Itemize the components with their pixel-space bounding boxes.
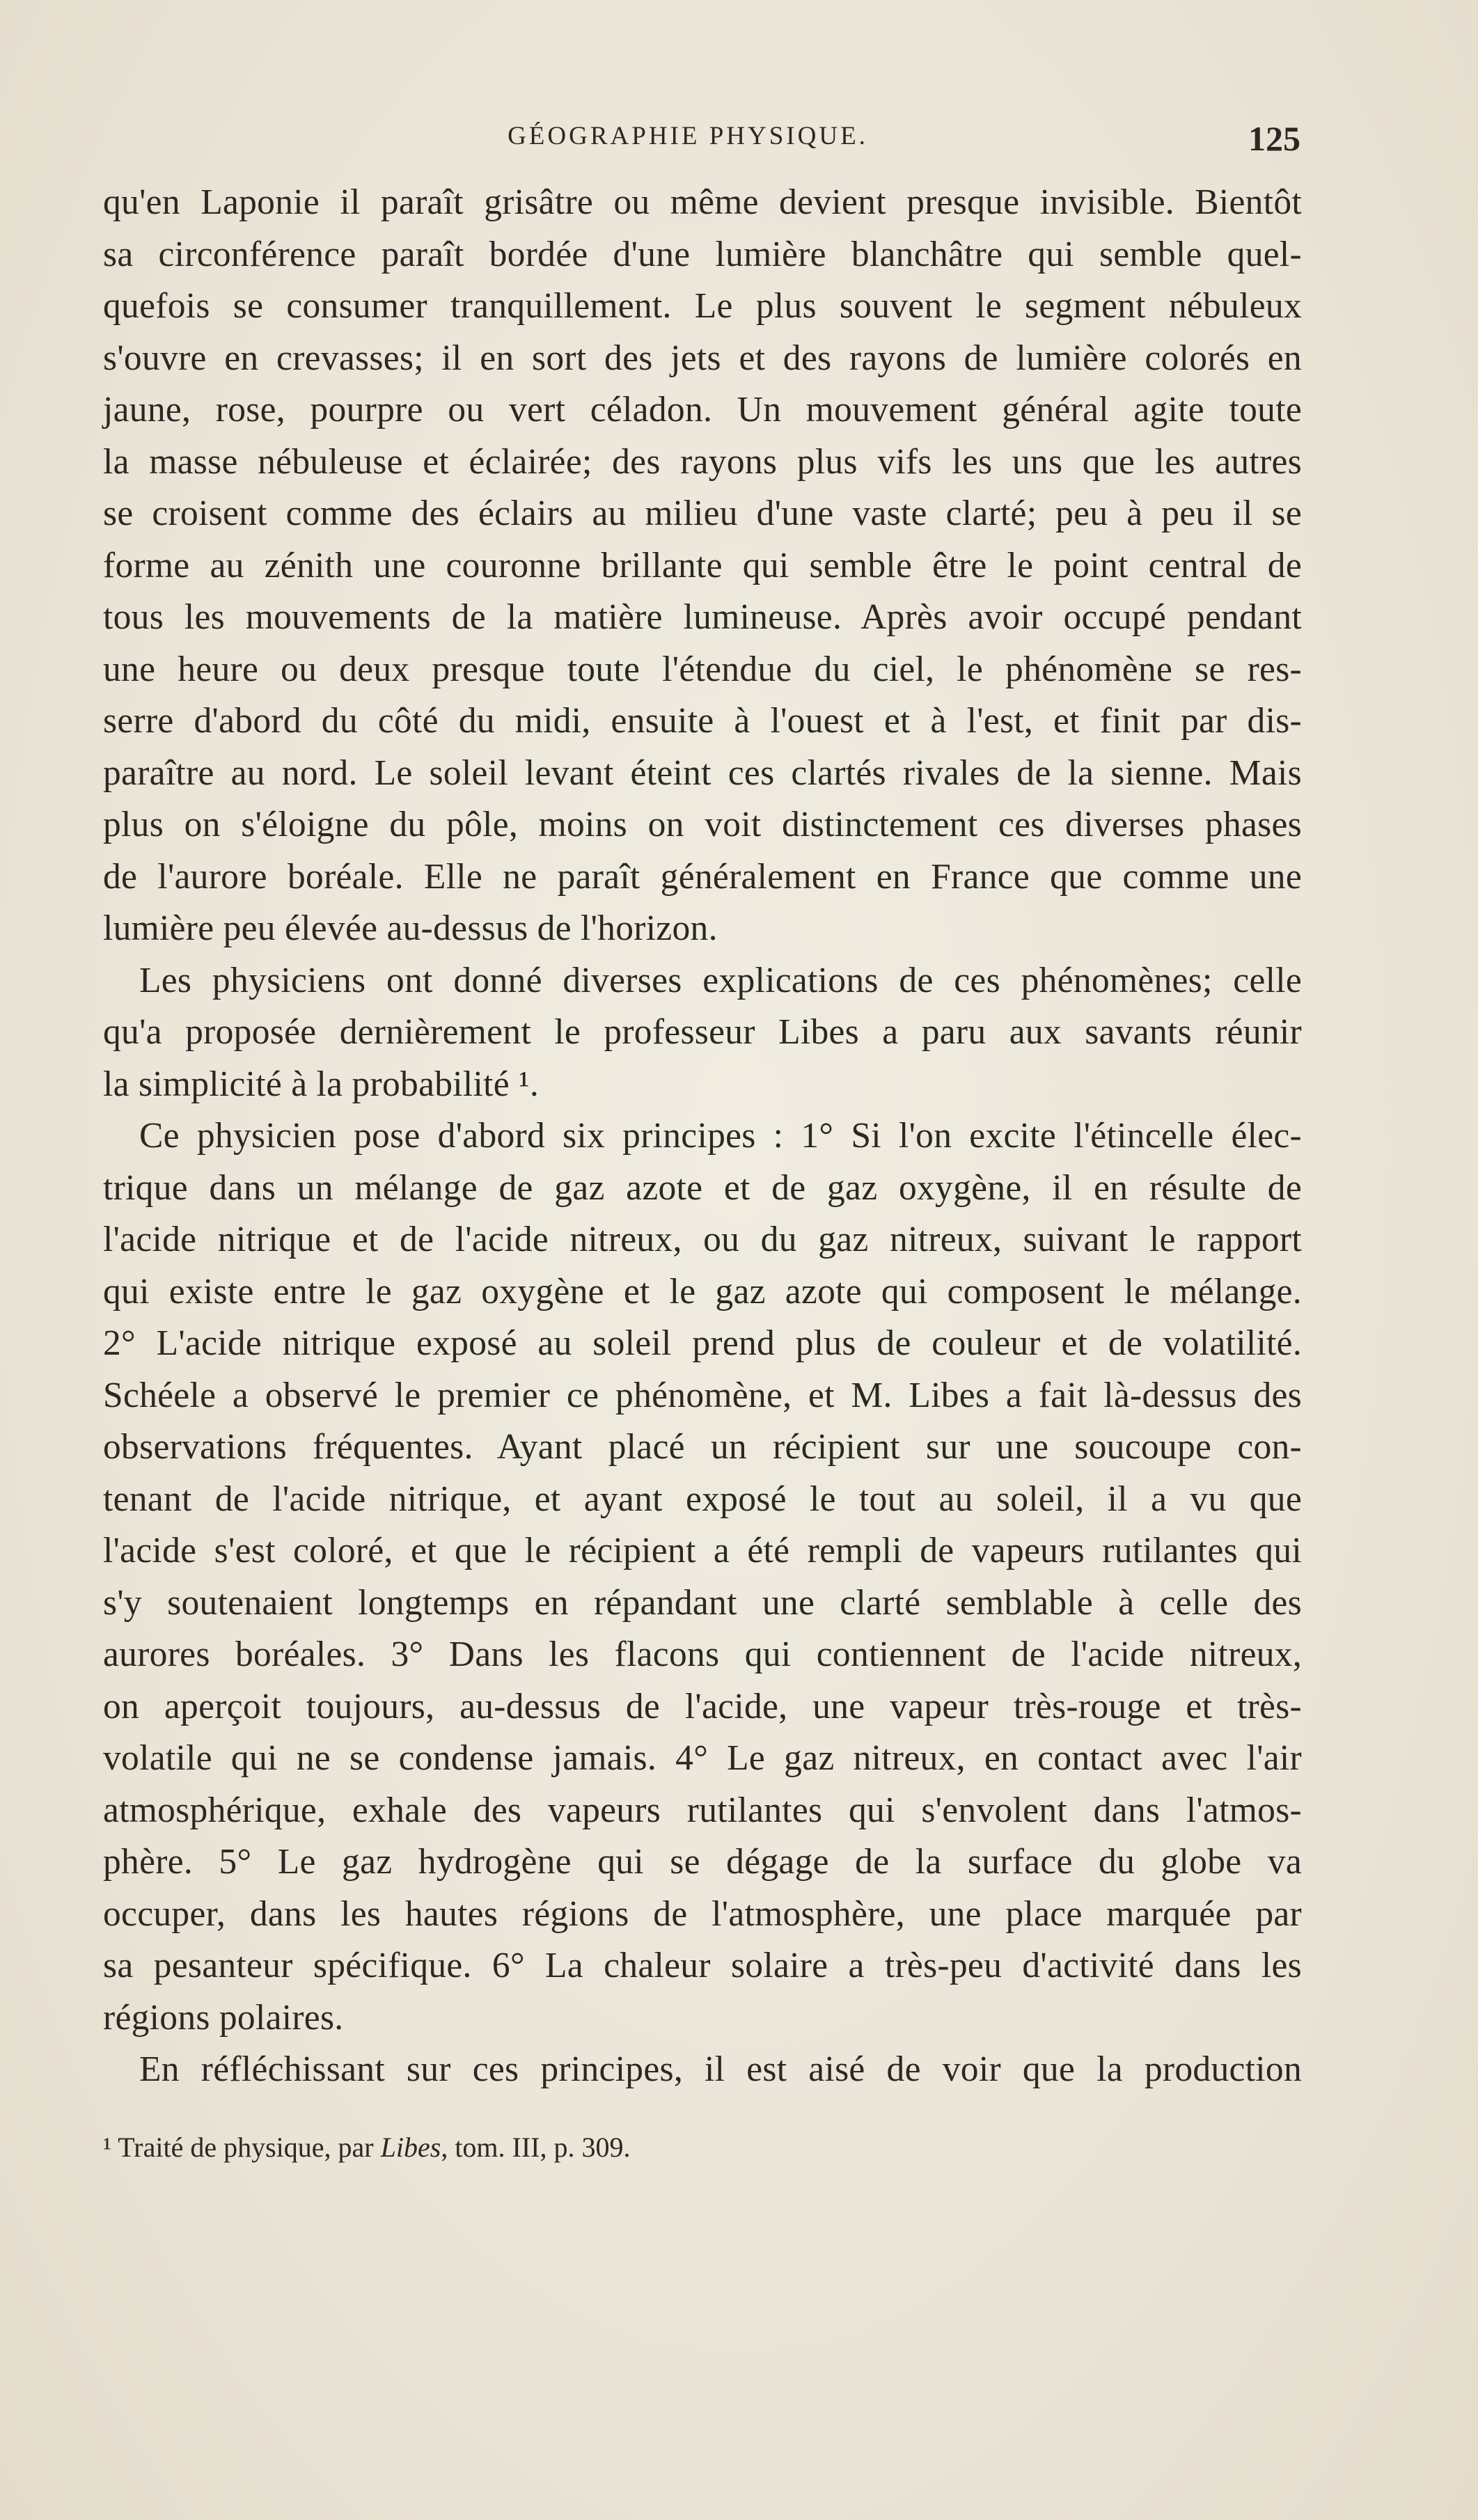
text-line: qu'a proposée dernièrement le professeur Libes a paru aux savants réunir xyxy=(103,1012,1302,1052)
text-line: jaune, rose, pourpre ou vert céladon. Un mouvement général agite toute xyxy=(103,390,1302,430)
text-line: trique dans un mélange de gaz azote et de gaz oxygène, il en résulte de xyxy=(103,1167,1302,1208)
text-line: on aperçoit toujours, au-dessus de l'acide, une vapeur très-rouge et très- xyxy=(103,1686,1302,1726)
footnote-marker: ¹ xyxy=(103,2132,111,2163)
text-line: forme au zénith une couronne brillante qui semble être le point central de xyxy=(103,545,1302,585)
text-line: atmosphérique, exhale des vapeurs rutilantes qui s'envolent dans l'atmos- xyxy=(103,1790,1302,1830)
text-line: aurores boréales. 3° Dans les flacons qui contiennent de l'acide nitreux, xyxy=(103,1635,1302,1674)
text-line: tenant de l'acide nitrique, et ayant exposé le tout au soleil, il a vu que xyxy=(103,1479,1302,1519)
text-line: observations fréquentes. Ayant placé un récipient sur une soucoupe con- xyxy=(103,1427,1302,1467)
text-line: lumière peu élevée au-dessus de l'horizon. xyxy=(103,908,718,948)
text-line: phère. 5° Le gaz hydrogène qui se dégage de la surface du globe va xyxy=(103,1842,1302,1882)
page-number: 125 xyxy=(1248,119,1300,158)
text-line: l'acide nitrique et de l'acide nitreux, ou du gaz nitreux, suivant le rapport xyxy=(103,1220,1302,1259)
text-line: régions polaires. xyxy=(103,1997,344,2038)
text-line: 2° L'acide nitrique exposé au soleil prend plus de couleur et de volatilité. xyxy=(103,1323,1302,1363)
text-line: Ce physicien pose d'abord six principes : 1° Si l'on excite l'étincelle élec- xyxy=(139,1116,1302,1156)
text-line: une heure ou deux presque toute l'étendue du ciel, le phénomène se res- xyxy=(103,649,1302,689)
page-header xyxy=(103,118,1300,160)
footnote-text-before: Traité de physique, par xyxy=(111,2132,381,2163)
footnote-text-after: , tom. III, p. 309. xyxy=(441,2132,631,2163)
text-line: sa pesanteur spécifique. 6° La chaleur solaire a très-peu d'activité dans les xyxy=(103,1946,1302,1985)
text-line: l'acide s'est coloré, et que le récipient a été rempli de vapeurs rutilantes qui xyxy=(103,1531,1302,1570)
text-line: tous les mouvements de la matière lumineuse. Après avoir occupé pendant xyxy=(103,597,1302,637)
text-line: serre d'abord du côté du midi, ensuite à l'ouest et à l'est, et finit par dis- xyxy=(103,701,1302,741)
footnote-author: Libes xyxy=(380,2132,441,2163)
text-line: En réfléchissant sur ces principes, il est aisé de voir que la production xyxy=(139,2049,1302,2089)
text-line: Les physiciens ont donné diverses explications de ces phénomènes; celle xyxy=(139,960,1302,1000)
body-text xyxy=(103,177,1302,2096)
text-line: s'ouvre en crevasses; il en sort des jets et des rayons de lumière colorés en xyxy=(103,338,1302,378)
text-line: se croisent comme des éclairs au milieu d'une vaste clarté; peu à peu il se xyxy=(103,494,1302,533)
text-line: la simplicité à la probabilité ¹. xyxy=(103,1064,539,1104)
text-line: qui existe entre le gaz oxygène et le gaz azote qui composent le mélange. xyxy=(103,1271,1302,1312)
text-line: paraître au nord. Le soleil levant éteint ces clartés rivales de la sienne. Mais xyxy=(103,753,1302,793)
text-line: quefois se consumer tranquillement. Le plus souvent le segment nébuleux xyxy=(103,286,1302,326)
text-line: occuper, dans les hautes régions de l'atmosphère, une place marquée par xyxy=(103,1893,1302,1934)
text-line: volatile qui ne se condense jamais. 4° Le gaz nitreux, en contact avec l'air xyxy=(103,1738,1302,1778)
text-line: s'y soutenaient longtemps en répandant une clarté semblable à celle des xyxy=(103,1582,1302,1623)
text-line: de l'aurore boréale. Elle ne paraît généralement en France que comme une xyxy=(103,856,1302,897)
text-line: sa circonférence paraît bordée d'une lumière blanchâtre qui semble quel- xyxy=(103,234,1302,274)
text-line: Schéele a observé le premier ce phénomène, et M. Libes a fait là-dessus des xyxy=(103,1375,1302,1415)
text-line: qu'en Laponie il paraît grisâtre ou même devient presque invisible. Bientôt xyxy=(103,182,1302,222)
footnote xyxy=(103,2130,1302,2165)
text-line: plus on s'éloigne du pôle, moins on voit distinctement ces diverses phases xyxy=(103,805,1302,844)
text-line: la masse nébuleuse et éclairée; des rayons plus vifs les uns que les autres xyxy=(103,441,1302,482)
running-title: GÉOGRAPHIE PHYSIQUE. xyxy=(508,122,868,150)
